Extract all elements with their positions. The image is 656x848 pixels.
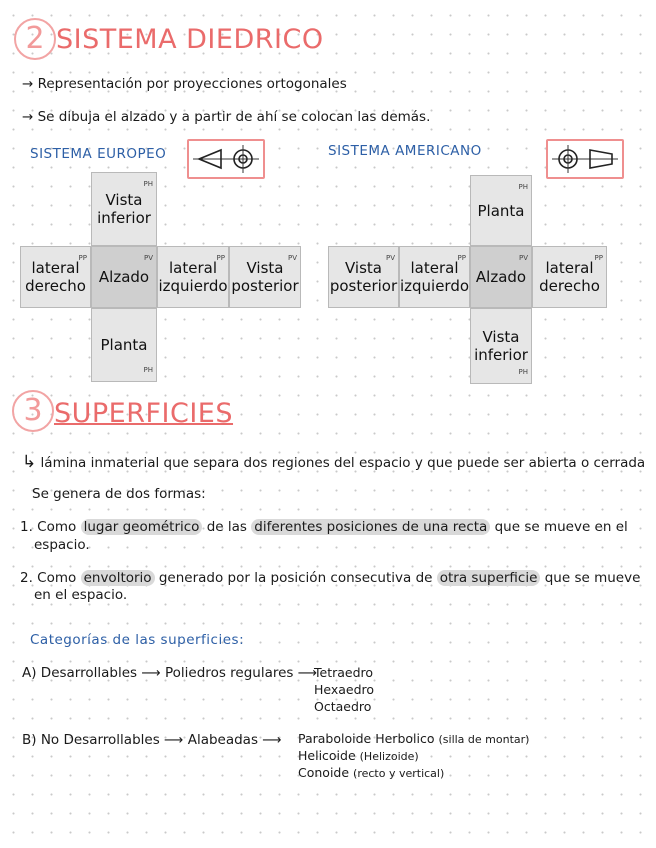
section-title: SISTEMA DIEDRICO <box>56 24 324 55</box>
bullet-line: → Representación por proyecciones ortogonales <box>22 76 347 92</box>
arrow-icon: ⟶ <box>141 665 161 681</box>
categories-title: Categorías de las superficies: <box>30 632 245 648</box>
view-cell-top: Planta PH <box>470 175 532 246</box>
third-angle-projection-icon <box>546 139 624 179</box>
view-cell: lateral izquierdo PP <box>399 246 470 308</box>
bullet-line: → Se dibuja el alzado y a partir de ahí se colocan las demás. <box>22 109 431 125</box>
category-a-item: Octaedro <box>314 699 372 714</box>
view-cell: lateral derecho PP <box>20 246 91 308</box>
highlight: otra superficie <box>437 570 541 586</box>
arrow-icon: ⟶ <box>297 665 318 681</box>
system-label-european: SISTEMA EUROPEO <box>30 146 167 162</box>
generated-line: Se genera de dos formas: <box>32 486 206 502</box>
view-cell: Vista posterior PV <box>328 246 399 308</box>
highlight: envoltorio <box>81 570 155 586</box>
category-b-item: Paraboloide Herbolico (silla de montar) <box>298 731 530 746</box>
highlight: lugar geométrico <box>81 519 203 535</box>
category-a-item: Hexaedro <box>314 682 375 697</box>
first-angle-projection-icon <box>187 139 265 179</box>
view-cell-alzado: Alzado PV <box>470 246 532 308</box>
category-a-item: Tetraedro <box>314 665 374 680</box>
view-cell-alzado: Alzado PV <box>91 246 157 308</box>
highlight: diferentes posiciones de una recta <box>251 519 490 535</box>
arrow-icon: ⟶ <box>164 732 184 748</box>
form-item-2-cont: en el espacio. <box>34 587 128 603</box>
view-cell-bottom: Planta PH <box>91 308 157 382</box>
arrow-icon: ⟶ <box>262 732 282 748</box>
section-number-circle <box>14 18 56 60</box>
definition-text: lámina inmaterial que separa dos regiones del espacio y que puede ser abierta o cerrada <box>40 455 646 471</box>
section-number: 3 <box>23 393 43 428</box>
category-a: A) Desarrollables ⟶ Poliedros regulares ⟶ <box>22 665 318 681</box>
category-b-item: Helicoide (Helizoide) <box>298 748 419 763</box>
form-item-2: 2. Como envoltorio generado por la posición consecutiva de otra superficie que se mueve <box>20 570 641 586</box>
view-cell: lateral derecho PP <box>532 246 607 308</box>
section-number: 2 <box>25 21 45 56</box>
hook-arrow-icon: ↳ <box>22 452 37 472</box>
form-item-1-cont: espacio. <box>34 537 90 553</box>
category-b: B) No Desarrollables ⟶ Alabeadas ⟶ <box>22 732 282 748</box>
view-cell: lateral izquierdo PP <box>157 246 229 308</box>
section-title: SUPERFICIES <box>54 398 234 429</box>
form-item-1: 1. Como lugar geométrico de las diferentes posiciones de una recta que se mueve en el <box>20 519 628 535</box>
category-b-item: Conoide (recto y vertical) <box>298 765 445 780</box>
system-label-american: SISTEMA AMERICANO <box>328 143 482 159</box>
view-cell-bottom: Vista inferior PH <box>470 308 532 384</box>
view-cell-top: Vista inferior PH <box>91 172 157 246</box>
definition-line <box>22 452 645 472</box>
view-cell: Vista posterior PV <box>229 246 301 308</box>
section-number-circle <box>12 390 54 432</box>
